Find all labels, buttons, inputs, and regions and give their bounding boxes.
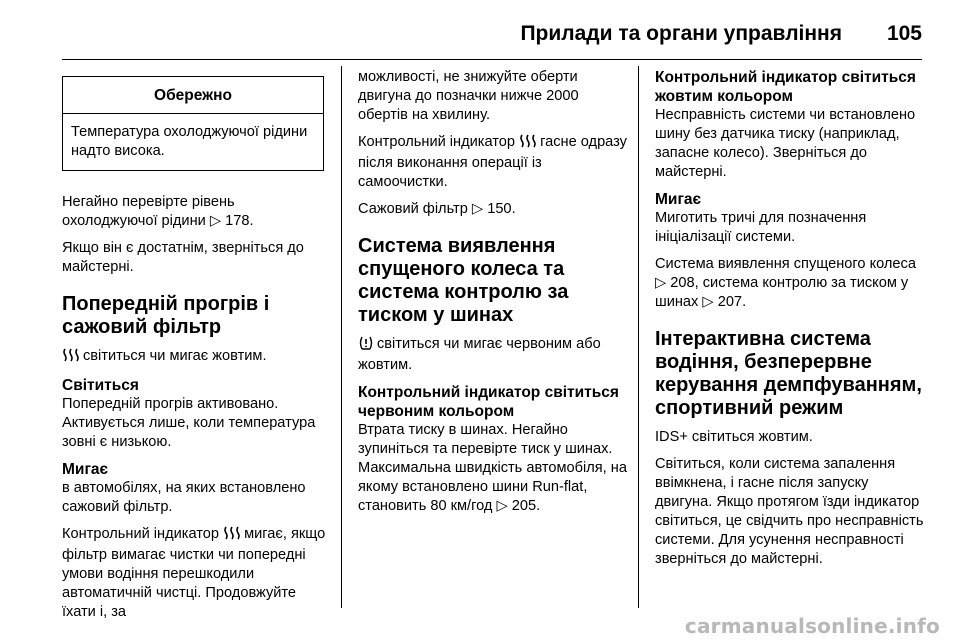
heading-ids: Інтерактивна система водіння, безперервне керування демпфуванням, спортивний режим: [655, 328, 922, 419]
page-ref-arrow-icon: ▷: [655, 275, 667, 291]
column-divider-2: [638, 66, 639, 608]
watermark: carmanualsonline.info: [684, 614, 940, 638]
warning-title: Обережно: [63, 77, 323, 114]
glow-plug-icon: [223, 526, 241, 546]
paragraph-indicator-off: Контрольний індикатор гасне одразу після виконання операції із самоочистки.: [358, 134, 627, 190]
paragraph-flash-init: Миготить тричі для позначення ініціалізації системи.: [655, 210, 867, 245]
column-3: [655, 68, 925, 577]
column-divider-1: [341, 66, 342, 608]
glow-plug-icon: [62, 348, 80, 368]
heading-yellow: Контрольний індикатор світиться жовтим кольором: [655, 69, 916, 105]
column-1: [62, 76, 332, 630]
paragraph-red: Втрата тиску в шинах. Негайно зупиніться та перевірте тиск у шинах. Максимальна швидкість автомобіля, на якому встановлено шини Run-flat, становить 80 км/год ▷ 205.: [358, 422, 627, 514]
header-rule: [62, 59, 922, 60]
heading-red: Контрольний індикатор світиться червоним кольором: [358, 384, 619, 420]
page-header-title: Прилади та органи управління: [520, 22, 842, 45]
page-ref-arrow-icon: ▷: [496, 498, 508, 514]
paragraph-ids-intro: IDS+ світиться жовтим.: [655, 429, 813, 445]
page-ref-arrow-icon: ▷: [471, 201, 484, 217]
page-ref-arrow-icon: ▷: [702, 294, 714, 310]
paragraph-tpms-intro: світиться чи мигає червоним або жовтим.: [358, 336, 601, 373]
warning-text: Температура охолоджуючої рідини надто висока.: [71, 124, 308, 159]
heading-tpms: Система виявлення спущеного колеса та система контролю за тиском у шинах: [358, 235, 569, 326]
heading-flash: Мигає: [62, 461, 109, 478]
heading-flash: Мигає: [655, 191, 702, 208]
warning-box: [62, 76, 324, 171]
paragraph-check-coolant: Негайно перевірте рівень охолоджуючої рідини ▷ 178.: [62, 194, 254, 229]
paragraph-soot-filter-ref: Сажовий фільтр ▷ 150.: [358, 201, 516, 217]
paragraph-yellow: Несправність системи чи встановлено шину без датчика тиску (наприклад, запасне колесо). Зверніться до майстерні.: [655, 107, 916, 180]
heading-lit: Світиться: [62, 377, 139, 394]
tire-pressure-icon: [358, 336, 374, 356]
paragraph-workshop: Якщо він є достатнім, зверніться до майстерні.: [62, 240, 304, 275]
page-number: 105: [886, 22, 922, 45]
paragraph-rpm: можливості, не знижуйте оберти двигуна до позначки нижче 2000 обертів на хвилину.: [358, 69, 579, 123]
glow-plug-icon: [519, 134, 537, 154]
page-ref-arrow-icon: ▷: [209, 213, 222, 229]
paragraph-lit: Попередній прогрів активовано. Активується лише, коли температура зовні є низькою.: [62, 396, 316, 450]
paragraph-ids: Світиться, коли система запалення ввімкнена, і гасне після запуску двигуна. Якщо протягом їзди індикатор світиться, це свідчить про несправність системи. Для усунення несправності зверніться до майстерні.: [655, 456, 924, 567]
paragraph-flash-filter: Контрольний індикатор мигає, якщо фільтр вимагає чистки чи попередні умови водіння перешкодили автоматичній чистці. Продовжуйте їхати і, за: [62, 526, 326, 620]
paragraph-preheat-intro: світиться чи мигає жовтим.: [62, 347, 332, 368]
column-2: [358, 68, 628, 524]
heading-preheat: Попередній прогрів і сажовий фільтр: [62, 293, 270, 338]
paragraph-system-refs: Система виявлення спущеного колеса ▷ 208, система контролю за тиском у шинах ▷ 207.: [655, 256, 916, 310]
paragraph-flash: в автомобілях, на яких встановлено сажовий фільтр.: [62, 480, 306, 515]
